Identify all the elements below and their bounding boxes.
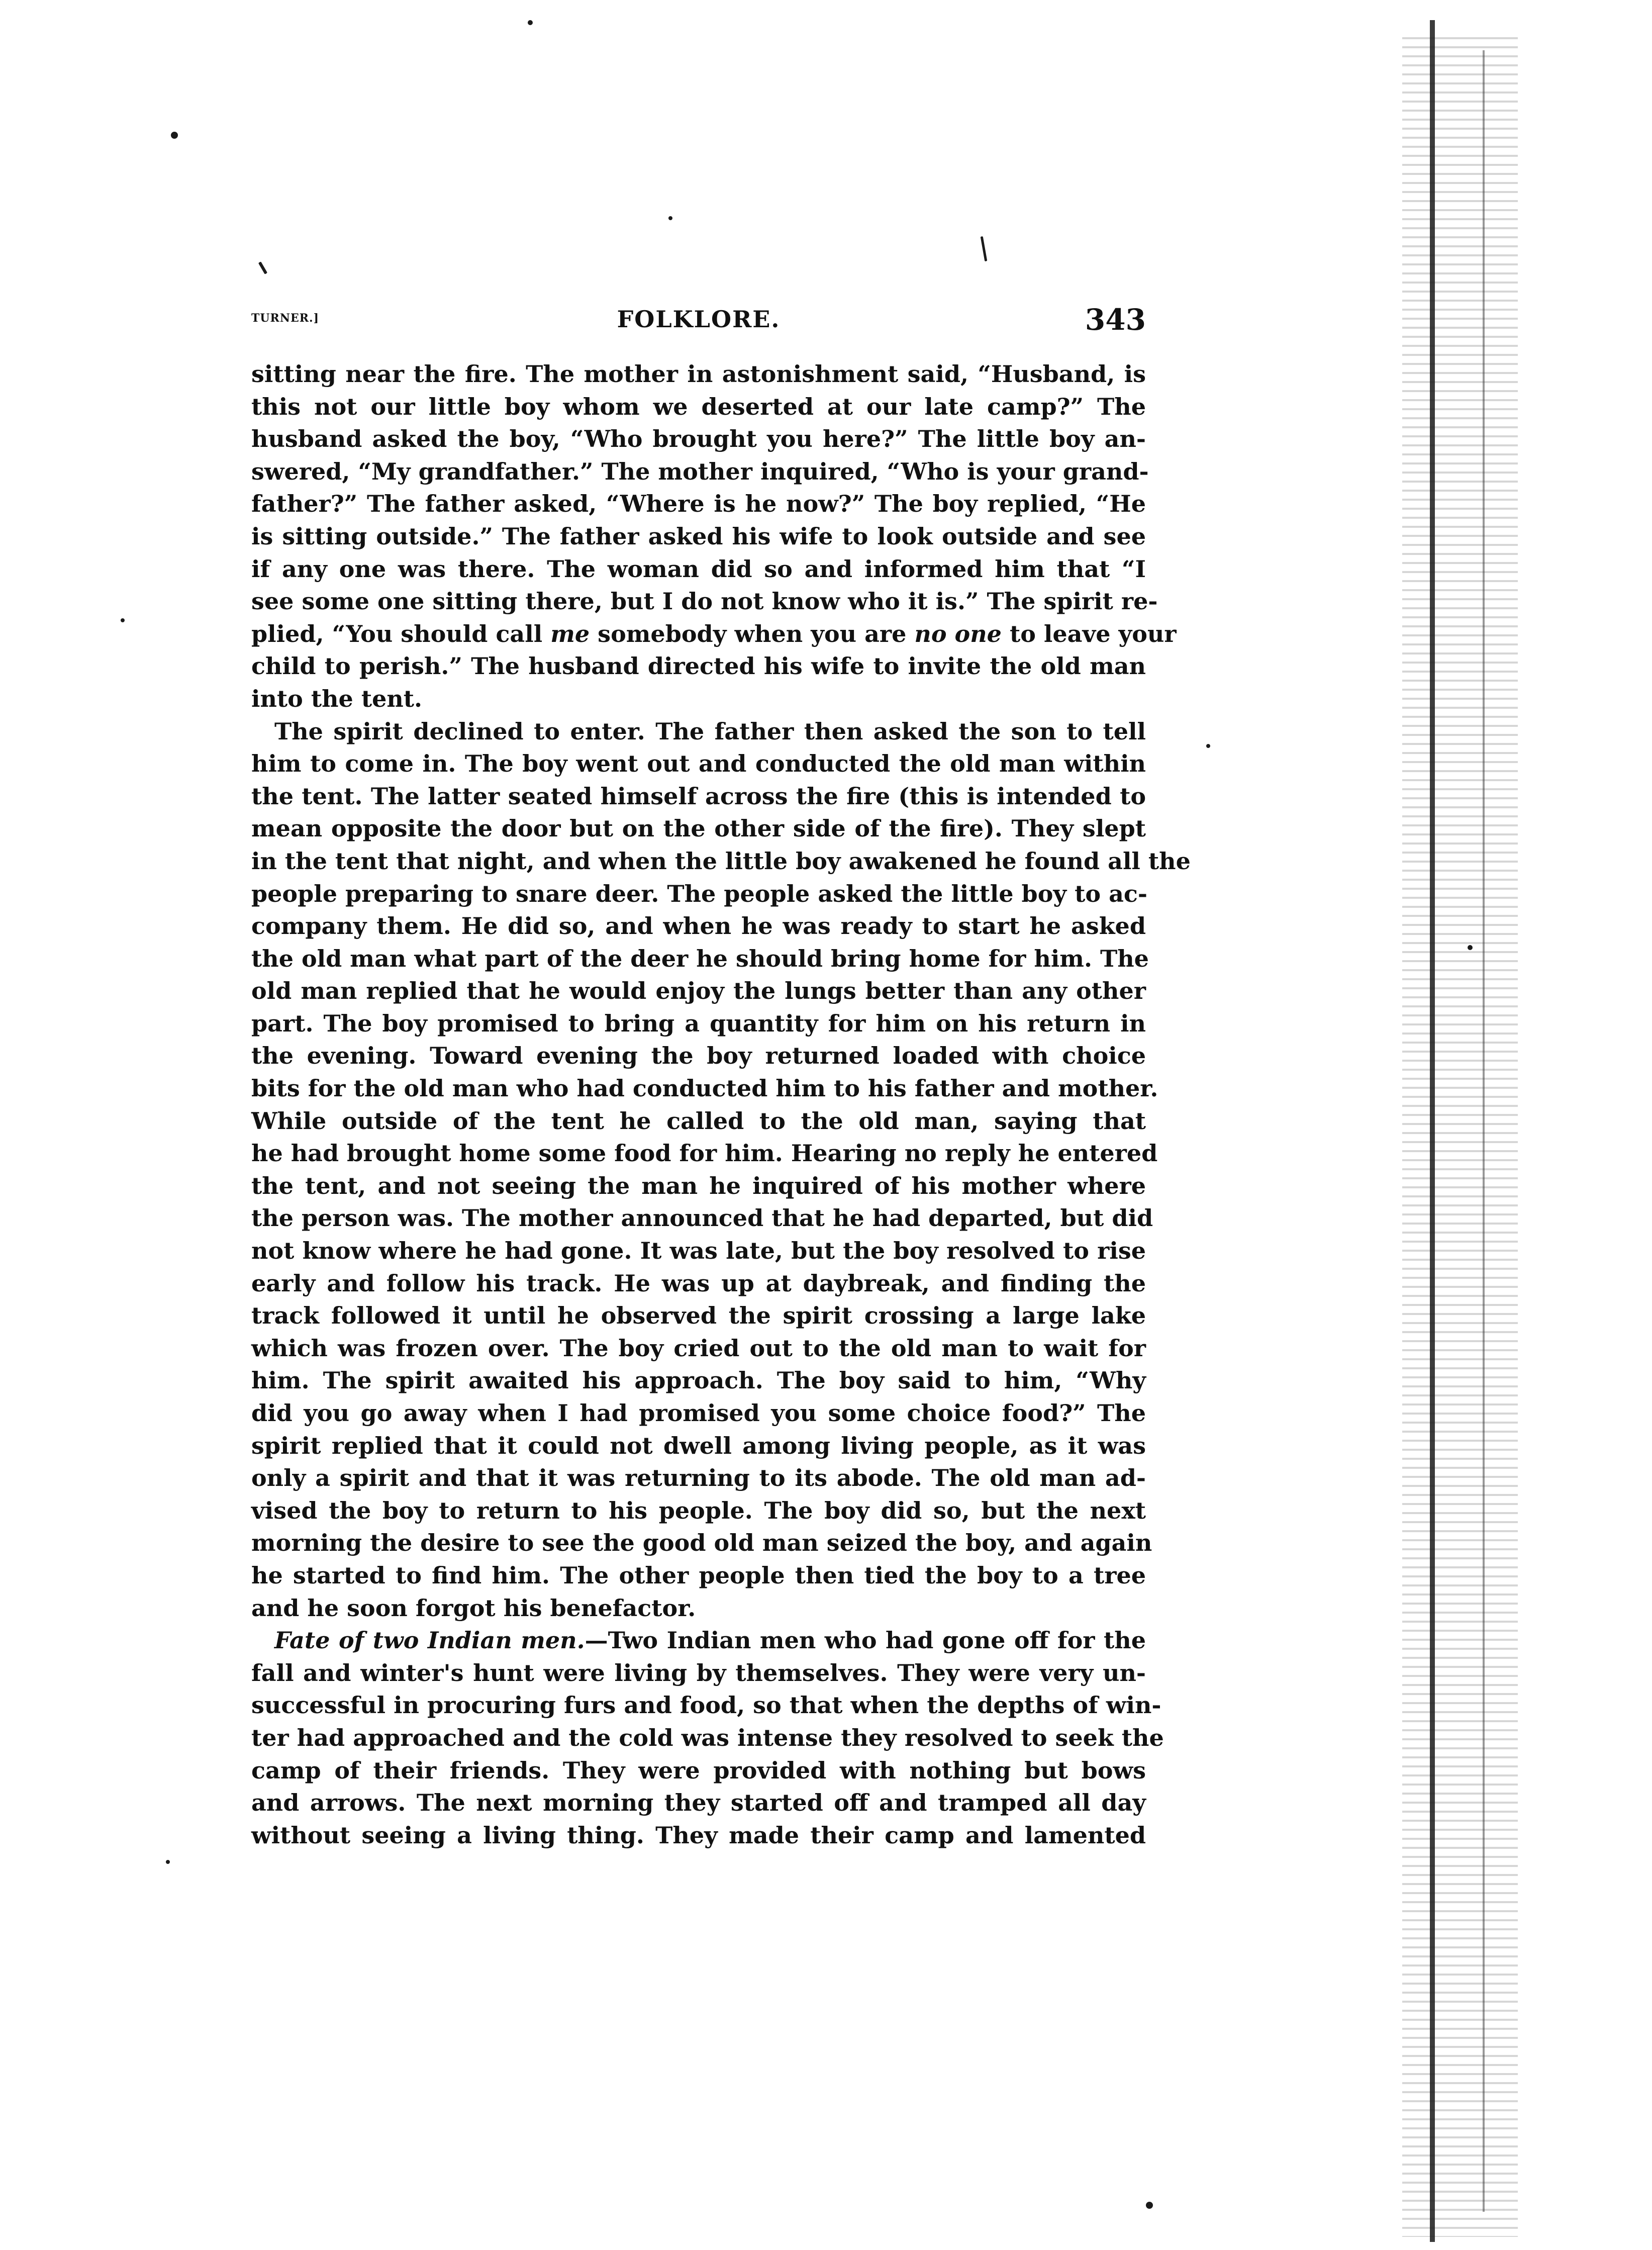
scan-speck <box>258 261 267 274</box>
scan-speck <box>1206 744 1210 748</box>
text-line: mean opposite the door but on the other side of the fire). They slept <box>251 815 1146 842</box>
paragraph <box>251 358 1177 715</box>
text-line: the tent, and not seeing the man he inquired of his mother where <box>251 1172 1146 1199</box>
text-line: bits for the old man who had conducted him to his father and mother. <box>251 1075 1158 1102</box>
scan-speck <box>528 20 533 25</box>
binding-edge-line-secondary <box>1483 50 1485 2212</box>
running-head-author: TURNER.] <box>251 312 320 325</box>
scan-speck <box>121 618 125 622</box>
text-line: ter had approached and the cold was intense they resolved to seek the <box>251 1724 1164 1751</box>
text-line: did you go away when I had promised you some choice food?” The <box>251 1399 1146 1427</box>
text-line: father?” The father asked, “Where is he now?” The boy replied, “He <box>251 490 1146 518</box>
text-line: the tent. The latter seated himself across the fire (this is intended to <box>251 782 1146 810</box>
text-line: is sitting outside.” The father asked his wife to look outside and see <box>251 522 1146 550</box>
text-line: he had brought home some food for him. Hearing no reply he entered <box>251 1140 1158 1167</box>
text-line: see some one sitting there, but I do not know who it is.” The spirit re- <box>251 588 1158 615</box>
text-line <box>251 618 1177 650</box>
text-line: successful in procuring furs and food, so that when the depths of win- <box>251 1692 1161 1719</box>
text-line: only a spirit and that it was returning to its abode. The old man ad- <box>251 1464 1146 1492</box>
text-line: and arrows. The next morning they started off and tramped all day <box>251 1789 1146 1817</box>
scan-speck <box>668 216 672 220</box>
text-line: sitting near the fire. The mother in astonishment said, “Husband, is <box>251 360 1146 388</box>
scan-speck <box>981 236 988 261</box>
text-line <box>251 1624 1146 1657</box>
text-segment: plied, “You should call <box>251 620 551 647</box>
binding-shadow <box>1402 30 1518 2237</box>
text-line: child to perish.” The husband directed his wife to invite the old man <box>251 652 1146 680</box>
text-line: he started to find him. The other people then tied the boy to a tree <box>251 1561 1146 1589</box>
text-segment: somebody when you are <box>590 620 915 647</box>
text-line: him. The spirit awaited his approach. The boy said to him, “Why <box>251 1367 1146 1394</box>
scan-speck <box>1468 945 1473 950</box>
text-line: The spirit declined to enter. The father then asked the son to tell <box>274 717 1146 745</box>
binding-edge-line <box>1430 20 1435 2242</box>
text-segment: —Two Indian men who had gone off for the <box>585 1627 1146 1654</box>
text-line: which was frozen over. The boy cried out to the old man to wait for <box>251 1334 1146 1362</box>
scan-speck <box>1146 2202 1153 2209</box>
body-text <box>251 358 1191 1851</box>
page-number: 343 <box>1085 303 1146 337</box>
emphasis: me <box>550 620 590 647</box>
text-line: spirit replied that it could not dwell among living people, as it was <box>251 1432 1146 1459</box>
running-header <box>251 303 1146 343</box>
text-line: early and follow his track. He was up at daybreak, and finding the <box>251 1269 1146 1297</box>
text-segment: to leave your <box>1001 620 1177 647</box>
paragraph <box>251 715 1191 1625</box>
text-line: the old man what part of the deer he should bring home for him. The <box>251 945 1149 972</box>
scan-speck <box>171 132 178 139</box>
text-line: this not our little boy whom we deserted at our late camp?” The <box>251 393 1146 420</box>
text-line: in the tent that night, and when the little boy awakened he found all the <box>251 847 1191 875</box>
emphasis: no one <box>914 620 1002 647</box>
paragraph <box>251 1624 1164 1851</box>
text-line: husband asked the boy, “Who brought you here?” The little boy an- <box>251 425 1146 453</box>
text-line: part. The boy promised to bring a quantity for him on his return in <box>251 1009 1146 1037</box>
text-line: morning the desire to see the good old man seized the boy, and again <box>251 1529 1152 1557</box>
text-line: if any one was there. The woman did so and informed him that “I <box>251 555 1146 583</box>
text-line: without seeing a living thing. They made their camp and lamented <box>251 1821 1146 1849</box>
text-line: people preparing to snare deer. The people asked the little boy to ac- <box>251 880 1147 907</box>
scan-speck <box>166 1860 170 1864</box>
text-line: the person was. The mother announced that he had departed, but did <box>251 1204 1153 1232</box>
text-line: him to come in. The boy went out and conducted the old man within <box>251 750 1146 778</box>
text-line: While outside of the tent he called to the old man, saying that <box>251 1107 1146 1135</box>
text-line: fall and winter's hunt were living by themselves. They were very un- <box>251 1659 1146 1686</box>
text-line: track followed it until he observed the spirit crossing a large lake <box>251 1302 1146 1330</box>
text-line: not know where he had gone. It was late, but the boy resolved to rise <box>251 1237 1146 1265</box>
text-line: camp of their friends. They were provided with nothing but bows <box>251 1756 1146 1784</box>
text-line: vised the boy to return to his people. The boy did so, but the next <box>251 1496 1146 1524</box>
text-line: the evening. Toward evening the boy returned loaded with choice <box>251 1042 1146 1070</box>
text-line: into the tent. <box>251 685 423 712</box>
running-head-title: FOLKLORE. <box>617 306 781 333</box>
text-line: old man replied that he would enjoy the lungs better than any other <box>251 977 1146 1005</box>
text-line: swered, “My grandfather.” The mother inquired, “Who is your grand- <box>251 457 1149 485</box>
text-line: and he soon forgot his benefactor. <box>251 1594 696 1622</box>
text-line: company them. He did so, and when he was ready to start he asked <box>251 912 1146 940</box>
section-heading: Fate of two Indian men. <box>274 1627 585 1654</box>
